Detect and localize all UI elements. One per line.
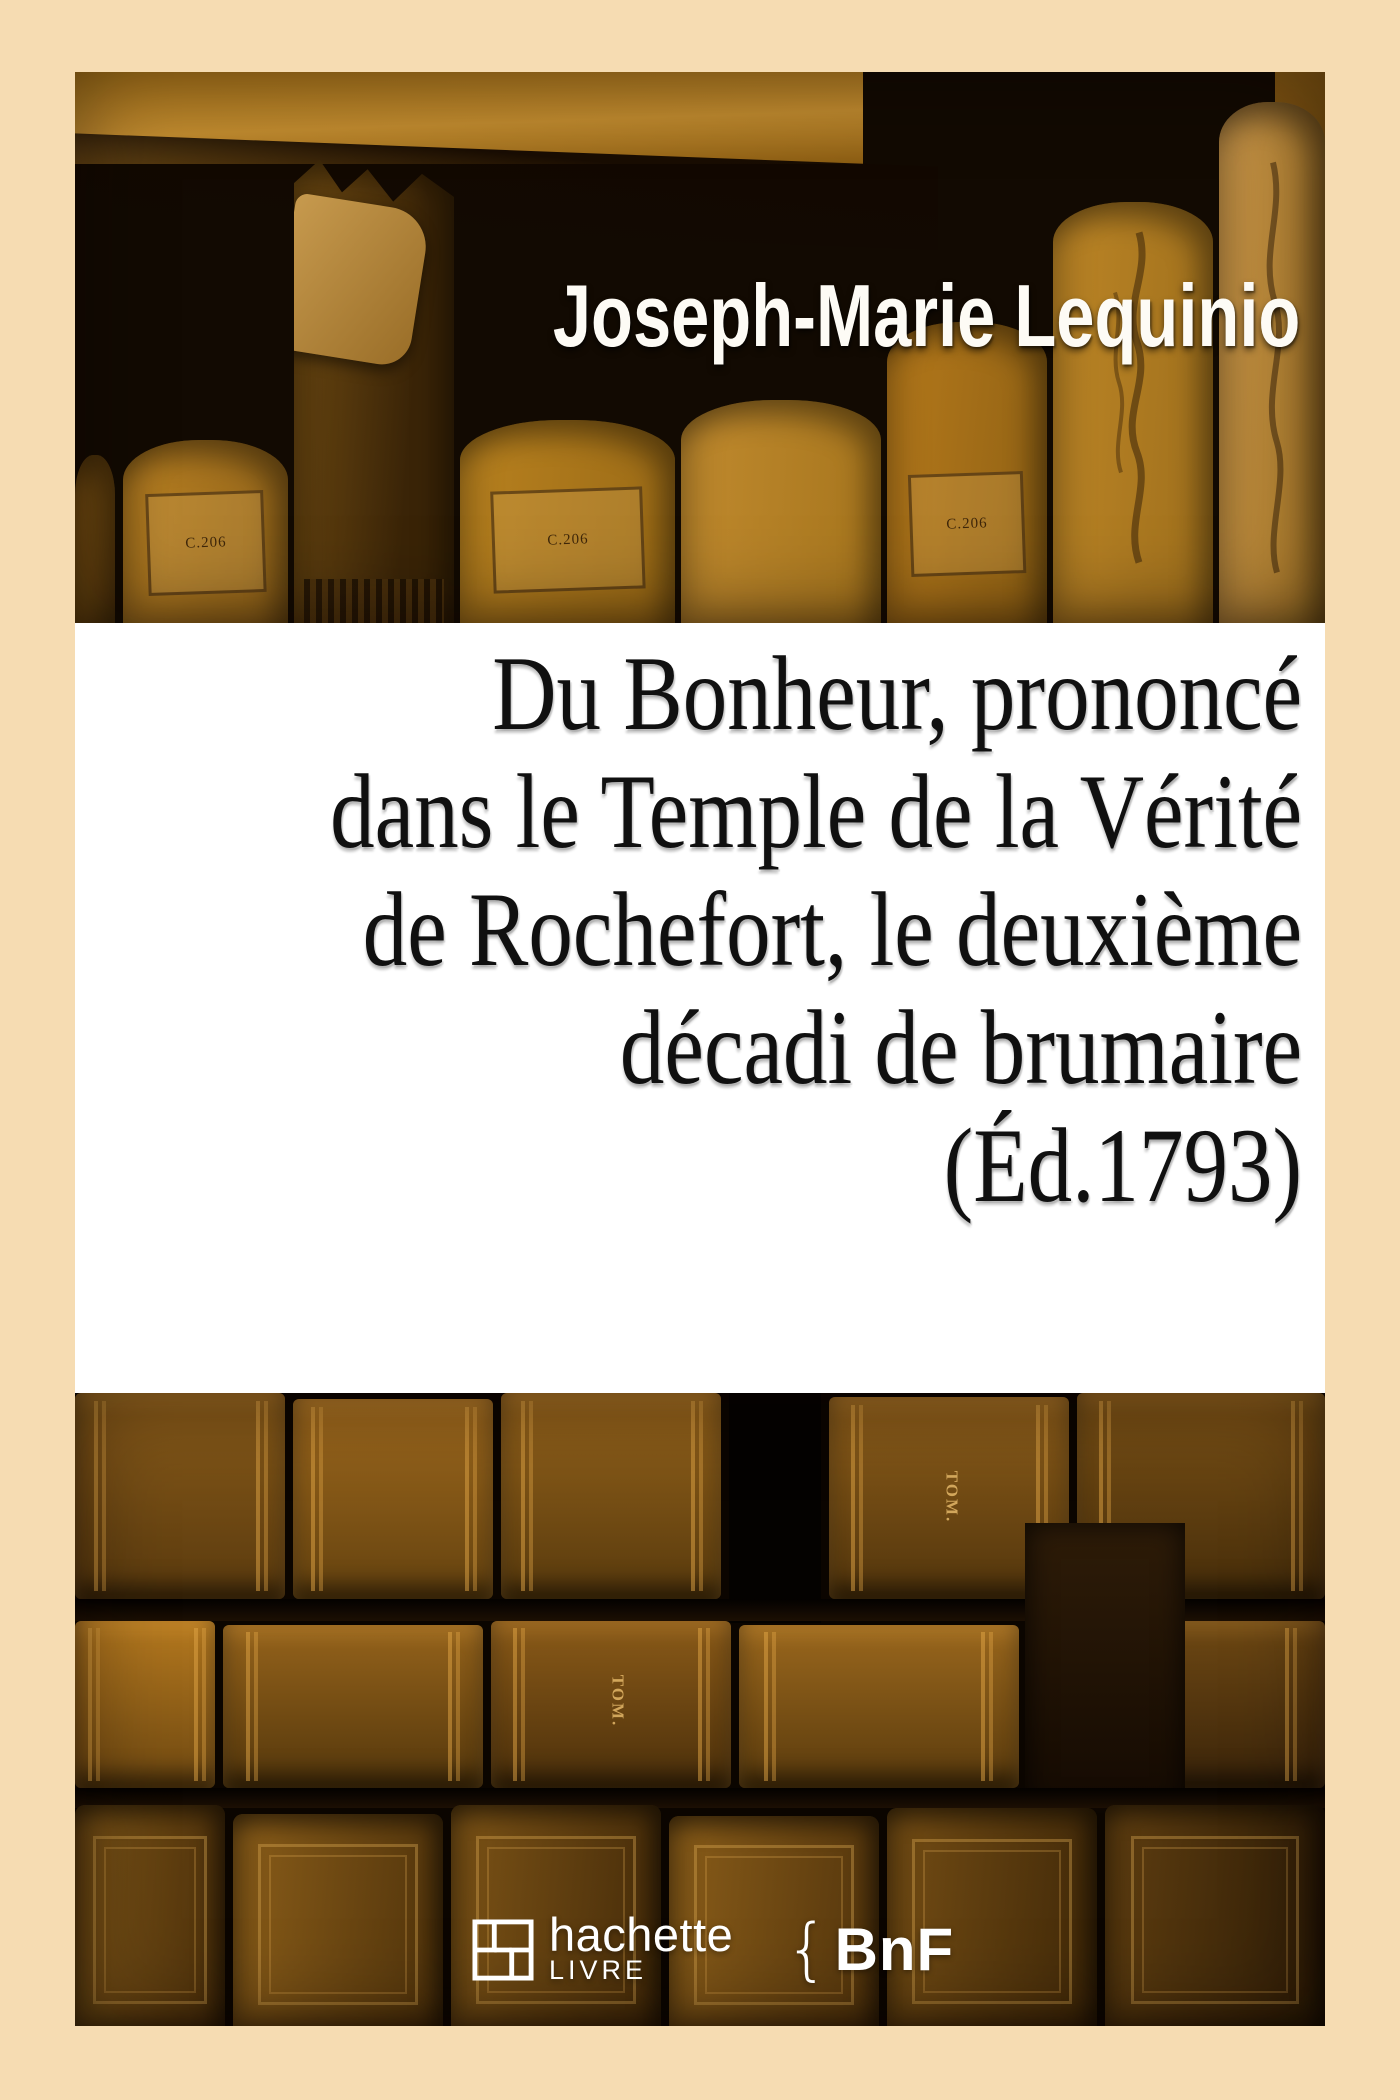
book-title bbox=[330, 635, 1302, 1225]
spine-fringe bbox=[304, 579, 445, 623]
title-line: dans le Temple de la Vérité bbox=[329, 753, 1302, 870]
torn-paper bbox=[273, 192, 432, 369]
shelfmark-label: C.206 bbox=[908, 471, 1026, 577]
damaged-book-spine bbox=[294, 160, 454, 623]
shelfmark-label: C.206 bbox=[145, 490, 267, 596]
shelfmark-label: C.206 bbox=[490, 486, 646, 593]
upright-book bbox=[233, 1814, 443, 2026]
author-name: Joseph-Marie Lequinio bbox=[552, 266, 1300, 365]
stacked-book bbox=[501, 1393, 721, 1599]
shelf-gap-shadow bbox=[729, 1393, 821, 1623]
stacked-book bbox=[75, 1393, 285, 1599]
book-spine bbox=[681, 400, 881, 623]
bottom-photo bbox=[75, 1393, 1325, 2026]
book-spine bbox=[460, 420, 675, 623]
bnf-brace-icon: { bbox=[785, 1910, 829, 1989]
bnf-name: BnF bbox=[834, 1916, 955, 1983]
hachette-wordmark bbox=[549, 1908, 734, 1985]
stacked-book bbox=[223, 1625, 483, 1788]
hachette-square-icon bbox=[472, 1919, 534, 1981]
title-band bbox=[75, 623, 1325, 1393]
edition-year: (Éd.1793) bbox=[943, 1107, 1302, 1224]
stacked-book bbox=[293, 1399, 493, 1599]
stacked-book bbox=[75, 1621, 215, 1788]
stacked-book bbox=[739, 1625, 1019, 1788]
book-spine bbox=[123, 440, 288, 623]
hachette-livre-label: LIVRE bbox=[549, 1955, 648, 1985]
hachette-livre-logo bbox=[472, 1908, 734, 1985]
upright-book bbox=[75, 1805, 225, 2026]
hachette-name: hachette bbox=[549, 1908, 734, 1961]
title-line: décadi de brumaire bbox=[619, 989, 1302, 1106]
tome-spine-text: TOM. bbox=[608, 1674, 628, 1728]
title-line: Du Bonheur, prononcé bbox=[492, 635, 1302, 752]
title-line: de Rochefort, le deuxième bbox=[362, 871, 1302, 988]
book-spine bbox=[887, 322, 1047, 623]
upright-dark-tome bbox=[1025, 1523, 1185, 1813]
upright-book bbox=[1105, 1805, 1325, 2026]
stacked-book bbox=[491, 1621, 731, 1788]
top-photo bbox=[75, 72, 1325, 623]
book-spine bbox=[75, 455, 115, 623]
publisher-logos bbox=[472, 1908, 955, 1989]
bnf-logo bbox=[785, 1910, 955, 1989]
tome-spine-text: TOM. bbox=[942, 1470, 962, 1524]
